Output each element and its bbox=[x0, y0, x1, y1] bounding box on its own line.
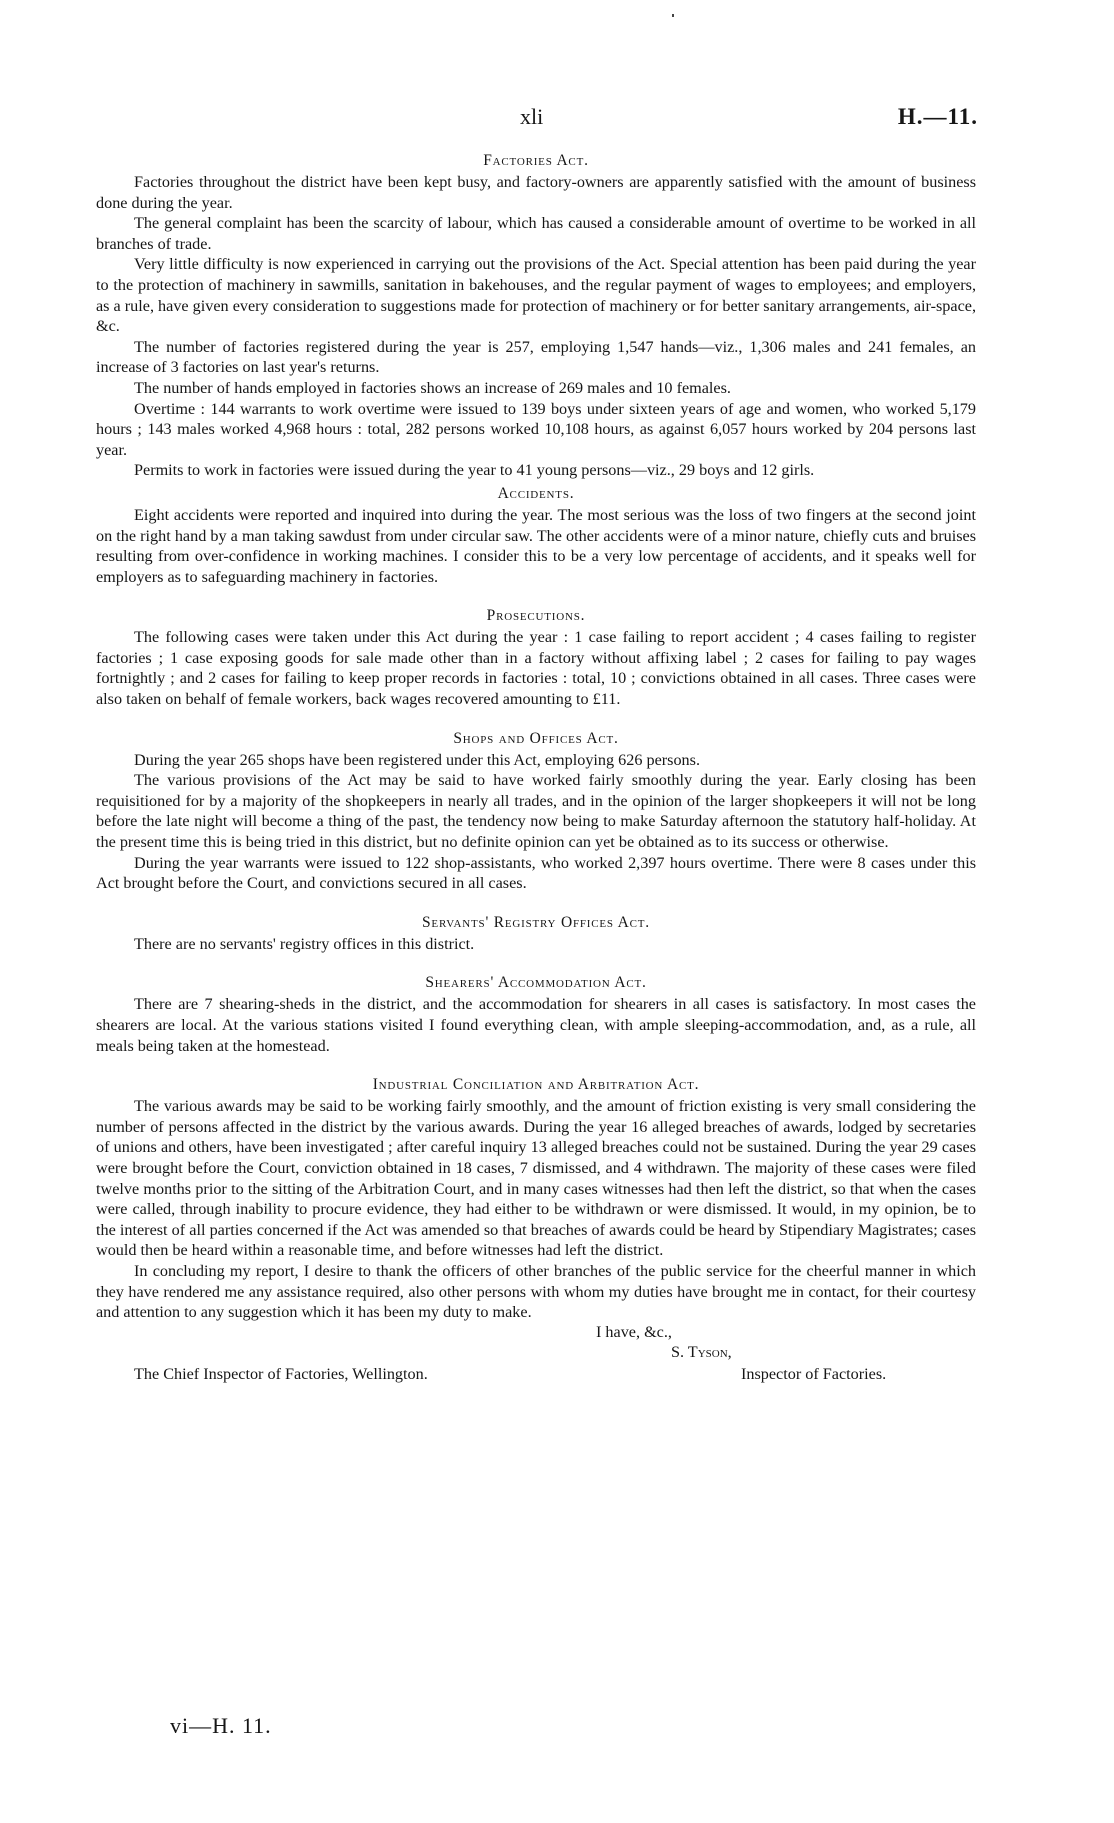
paragraph: The number of factories registered during the year is 257, employing 1,547 hands—viz., 1,306 males and 241 females, an increase of 3 factories on last year's returns. bbox=[96, 337, 976, 377]
section-servants-registry-offices-act bbox=[96, 912, 976, 955]
paragraph: Very little difficulty is now experienced in carrying out the provisions of the Act. Special attention has been paid during the year to the protection of machinery in sawmills, sanitation in bakehouses, and the regular payment of wages to employees; and employers, as a rule, have given every consideration to suggestions made for protection of machinery or for better sanitary arrangements, air-space, &c. bbox=[96, 255, 976, 336]
paragraph: The general complaint has been the scarcity of labour, which has caused a considerable amount of overtime to be worked in all branches of trade. bbox=[96, 214, 976, 253]
section-heading: Shearers' Accommodation Act. bbox=[425, 974, 647, 992]
paragraph: During the year 265 shops have been registered under this Act, employing 626 persons. bbox=[134, 750, 700, 769]
paragraph: Overtime : 144 warrants to work overtime were issued to 139 boys under sixteen years of age and women, who worked 5,179 hours ; 143 males worked 4,968 hours : total, 282 persons worked 10,108 hours, as against 6,057 hours worked by 204 persons last year. bbox=[96, 399, 976, 459]
section-shops-and-offices-act bbox=[96, 728, 976, 894]
report-body bbox=[96, 150, 976, 1387]
section-prosecutions bbox=[96, 605, 976, 709]
paragraph: Permits to work in factories were issued during the year to 41 young persons—viz., 29 boys and 12 girls. bbox=[134, 461, 815, 480]
signature-mark: vi—H. 11. bbox=[170, 1713, 272, 1738]
section-industrial-conciliation-act bbox=[96, 1074, 976, 1323]
addressee: The Chief Inspector of Factories, Wellington. bbox=[134, 1364, 428, 1383]
section-heading: Shops and Offices Act. bbox=[453, 729, 619, 747]
signatory-title: Inspector of Factories. bbox=[741, 1364, 887, 1383]
paragraph: During the year warrants were issued to 122 shop-assistants, who worked 2,397 hours overtime. There were 8 cases under this Act brought before the Court, and convictions secured in all cases. bbox=[96, 853, 976, 893]
page-number: xli bbox=[520, 104, 544, 129]
closing-line: I have, &c., bbox=[596, 1322, 672, 1341]
section-heading: Servants' Registry Offices Act. bbox=[422, 913, 650, 931]
paragraph: There are no servants' registry offices in this district. bbox=[134, 934, 475, 953]
paragraph: Factories throughout the district have been kept busy, and factory-owners are apparently satisfied with the amount of business done during the year. bbox=[96, 173, 976, 212]
section-heading: Prosecutions. bbox=[486, 607, 586, 625]
signatory-name: S. Tyson, bbox=[671, 1342, 732, 1361]
paragraph: Eight accidents were reported and inquired into during the year. The most serious was the loss of two fingers at the second joint on the right hand by a man taking sawdust from under circular saw. The other accidents were of a minor nature, chiefly cuts and bruises resulting from over-confidence in working machines. I consider this to be a very low percentage of accidents, and it speaks well for employers as to safeguarding machinery in factories. bbox=[96, 505, 976, 586]
section-heading: Industrial Conciliation and Arbitration Act. bbox=[372, 1076, 700, 1094]
document-reference: H.—11. bbox=[897, 104, 978, 129]
paragraph: There are 7 shearing-sheds in the district, and the accommodation for shearers in all cases is satisfactory. In most cases the shearers are local. At the various stations visited I found everything clean, with ample sleeping-accommodation, and, as a rule, all meals being taken at the homestead. bbox=[96, 995, 976, 1055]
paragraph: The number of hands employed in factories shows an increase of 269 males and 10 females. bbox=[134, 378, 731, 397]
section-heading: Factories Act. bbox=[483, 152, 589, 169]
paragraph: In concluding my report, I desire to thank the officers of other branches of the public service for the cheerful manner in which they have rendered me any assistance required, also other persons with whom my duties have brought me in contact, for their courtesy and attention to any suggestion which it has been my duty to make. bbox=[96, 1261, 976, 1322]
paragraph: The following cases were taken under this Act during the year : 1 case failing to report accident ; 4 cases failing to register factories ; 1 case exposing goods for sale made other than in a factory without affixing label ; 2 cases for failing to pay wages fortnightly ; and 2 cases for failing to keep proper records in factories : total, 10 ; convictions obtained in all cases. Three cases were also taken on behalf of female workers, back wages recovered amounting to £11. bbox=[96, 628, 976, 709]
scan-speck bbox=[672, 14, 674, 17]
page-header bbox=[0, 104, 1114, 134]
paragraph: The various awards may be said to be working fairly smoothly, and the amount of friction existing is very small considering the number of persons affected in the district by the various awards. During the year 16 alleged breaches of awards, lodged by secretaries of unions and others, have been investigated ; after careful inquiry 13 alleged breaches could not be sustained. During the year 29 cases were brought before the Court, conviction obtained in 18 cases, 7 dismissed, and 4 withdrawn. The majority of these cases were filed twelve months prior to the sitting of the Arbitration Court, and in many cases witnesses had then left the district, so that when the cases were called, through inability to procure evidence, they had either to be withdrawn or were dismissed. It would, in my opinion, be to the interest of all parties concerned if the Act was amended so that breaches of awards could be heard by Stipendiary Magistrates; cases would then be heard within a reasonable time, and before witnesses had left the district. bbox=[96, 1097, 976, 1260]
section-factories-act bbox=[96, 150, 976, 481]
section-shearers-accommodation-act bbox=[96, 972, 976, 1056]
section-accidents bbox=[96, 483, 976, 587]
signoff bbox=[96, 1323, 976, 1387]
paragraph: The various provisions of the Act may be said to have worked fairly smoothly during the year. Early closing has been requisitioned for by a majority of the shopkeepers in nearly all trades, and in the opinion of the larger shopkeepers it will not be long before the late night will become a thing of the past, the tendency now being to make Saturday afternoon the statutory half-holiday. At the present time this is being tried in this district, but no definite opinion can yet be obtained as to its success or otherwise. bbox=[96, 771, 976, 852]
section-heading: Accidents. bbox=[497, 484, 575, 502]
